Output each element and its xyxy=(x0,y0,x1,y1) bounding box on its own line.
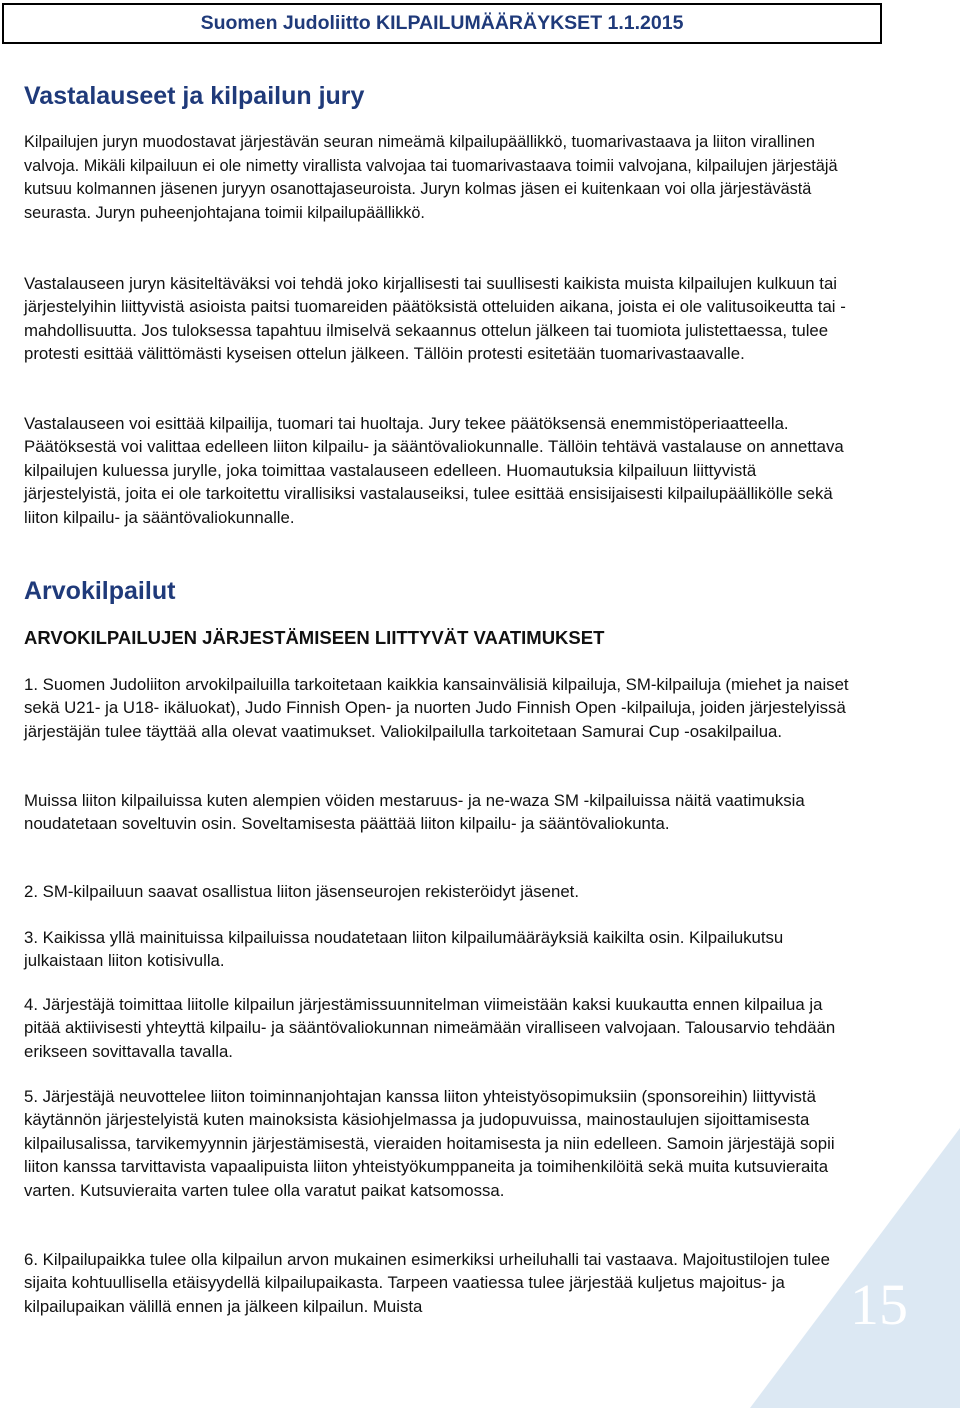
page-header xyxy=(2,3,882,44)
section-heading-arvokilpailut: Arvokilpailut xyxy=(24,577,176,605)
paragraph-item-5: 5. Järjestäjä neuvottelee liiton toiminnanjohtajan kanssa liiton yhteistyösopimuksiin (sponsoreihin) liittyvistä käytännön järjestelyistä kuten mainoksista käsiohjelmassa ja judopuvuissa, mainostaulujen sijoittamisesta kilpailusalissa, tarvikemyynnin järjestämisestä, vieraiden hoitamisesta ja niin edelleen. Samoin järjestäjä sopii liiton kanssa tarvittavista vapaalipuista liiton yhteistyökumppaneita ja toimihenkilöitä sekä muita kutsuvieraita varten. Kutsuvieraita varten tulee olla varatut paikat katsomossa. xyxy=(24,1087,835,1200)
paragraph-item-6: 6. Kilpailupaikka tulee olla kilpailun arvon mukainen esimerkiksi urheiluhalli tai vastaava. Majoitustilojen tulee sijaita kohtuullisella etäisyydellä kilpailupaikasta. Tarpeen vaatiessa tulee järjestää kuljetus majoitus- ja kilpailupaikan välillä ennen ja jälkeen kilpailun. Muista xyxy=(24,1250,830,1316)
paragraph-jury-composition: Kilpailujen juryn muodostavat järjestävän seuran nimeämä kilpailupäällikkö, tuomarivastaava ja liiton virallinen valvoja. Mikäli kilpailuun ei ole nimetty virallista valvojaa tai tuomarivastaava toimii valvojana, kilpailujen järjestäjä kutsuu kolmannen jäsenen juryyn osanottajaseuroista. Juryn kolmas jäsen ei kuitenkaan voi olla järjestävästä seurasta. Juryn puheenjohtajana toimii kilpailupäällikkö. xyxy=(24,133,838,222)
section-heading-vastalauseet: Vastalauseet ja kilpailun jury xyxy=(24,82,365,110)
paragraph-item-4: 4. Järjestäjä toimittaa liitolle kilpailun järjestämissuunnitelman viimeistään kaksi kuukautta ennen kilpailua ja pitää aktiivisesti yhteyttä kilpailu- ja sääntövaliokunnan nimeämään viralliseen valvojaan. Talousarvio tehdään erikseen sovittavalla tavalla. xyxy=(24,995,836,1061)
paragraph-other-competitions: Muissa liiton kilpailuissa kuten alempien vöiden mestaruus- ja ne-waza SM -kilpailuissa näitä vaatimuksia noudatetaan soveltuvin osin. Soveltamisesta päättää liiton kilpailu- ja sääntövaliokunta. xyxy=(24,791,805,834)
header-title: Suomen Judoliitto KILPAILUMÄÄRÄYKSET 1.1.2015 xyxy=(200,12,684,34)
paragraph-item-2: 2. SM-kilpailuun saavat osallistua liiton jäsenseurojen rekisteröidyt jäsenet. xyxy=(24,882,580,901)
page-number: 15 xyxy=(850,1272,908,1337)
paragraph-protest-filing: Vastalauseen voi esittää kilpailija, tuomari tai huoltaja. Jury tekee päätöksensä enemmistöperiaatteella. Päätöksestä voi valittaa edelleen liiton kilpailu- ja sääntövaliokunnalle. Tällöin tehtävä vastalause on annettava kilpailujen kuluessa jurylle, joka toimittaa vastalauseen edelleen. Huomautuksia kilpailuun liittyvistä järjestelyistä, joita ei ole tarkoitettu virallisiksi vastalauseiksi, tulee esittää ensisijaisesti kilpailupäällikölle sekä liiton kilpailu- ja sääntövaliokunnalle. xyxy=(24,414,844,527)
paragraph-item-1: 1. Suomen Judoliiton arvokilpailuilla tarkoitetaan kaikkia kansainvälisiä kilpailuja, SM-kilpailuja (miehet ja naiset sekä U21- ja U18- ikäluokat), Judo Finnish Open- ja nuorten Judo Finnish Open -kilpailuja, joiden järjestelyissä järjestäjän tulee täyttää alla olevat vaatimukset. Valiokilpailulla tarkoitetaan Samurai Cup -osakilpailua. xyxy=(24,675,849,741)
paragraph-protest-handling: Vastalauseen juryn käsiteltäväksi voi tehdä joko kirjallisesti tai suullisesti kaikista muista kilpailujen kulkuun tai järjestelyihin liittyvistä asioista paitsi tuomareiden päätöksistä otteluiden aikana, joista ei ole valitusoikeutta tai -mahdollisuutta. Jos tuloksessa tapahtuu ilmiselvä sekaannus ottelun jälkeen tai tuomiota julistettaessa, tulee protesti esittää välittömästi kyseisen ottelun jälkeen. Tällöin protesti esitetään tuomarivastaavalle. xyxy=(24,274,846,364)
paragraph-item-3: 3. Kaikissa yllä mainituissa kilpailuissa noudatetaan liiton kilpailumääräyksiä kaikilta osin. Kilpailukutsu julkaistaan liiton kotisivulla. xyxy=(24,928,784,971)
section-subheading-requirements: ARVOKILPAILUJEN JÄRJESTÄMISEEN LIITTYVÄT VAATIMUKSET xyxy=(24,627,605,648)
